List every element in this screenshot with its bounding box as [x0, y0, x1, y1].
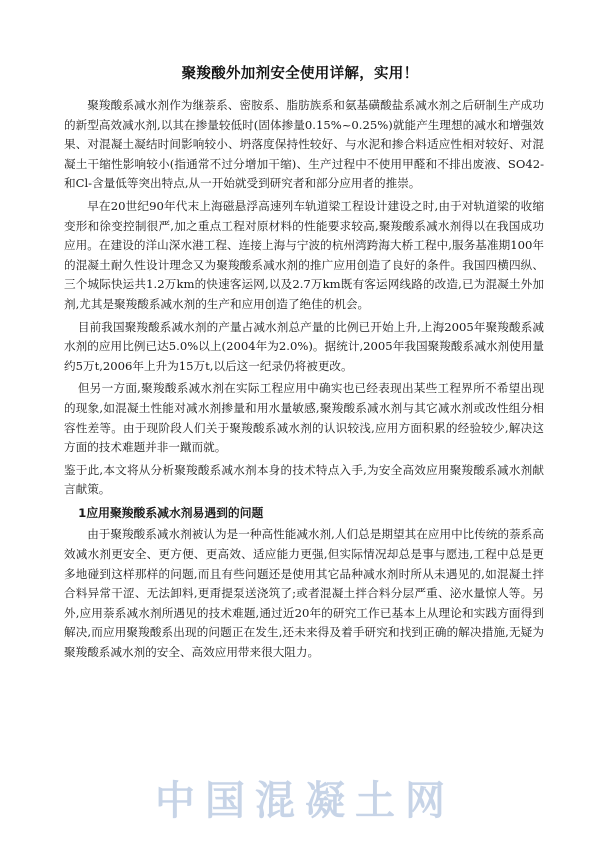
- article-body: [64, 96, 544, 666]
- watermark-text: 中国混凝土网: [155, 778, 455, 820]
- watermark-logo: [140, 776, 470, 820]
- paragraph-statistics: 目前我国聚羧酸系减水剂的产量占减水剂总产量的比例已开始上升,上海2005年聚羧酸系减水剂的应用比例已达5.0%以上(2004年为2.0%)。据统计,2005年我国聚羧酸系减水剂使用量约5万t,2006年上升为15万t,以后这一纪录仍将被更改。: [64, 319, 544, 373]
- paragraph-history: 早在20世纪90年代末上海磁悬浮高速列车轨道梁工程设计建设之时,由于对轨道梁的收缩变形和徐变控制很严,加之重点工程对原材料的性能要求较高,聚羧酸系减水剂得以在我国成功应用。在建设的洋山深水港工程、连接上海与宁波的杭州湾跨海大桥工程中,服务基准期100年的混凝土耐久性设计理念又为聚羧酸系减水剂的推广应用创造了良好的条件。我国四横四纵、三个城际快运共1.2万km的快速客运网,以及2.7万km既有客运网线路的改造,已为混凝土外加剂,尤其是聚羧酸系减水剂的生产和应用创造了绝佳的机会。: [64, 198, 544, 311]
- page-title: 聚羧酸外加剂安全使用详解，实用！: [181, 66, 419, 82]
- section-heading: 1应用聚羧酸系减水剂易遇到的问题: [78, 505, 264, 520]
- paragraph-purpose: 鉴于此,本文将从分析聚羧酸系减水剂本身的技术特点入手,为安全高效应用聚羧酸系减水剂献言献策。: [64, 462, 544, 497]
- paragraph-problems: 但另一方面,聚羧酸系减水剂在实际工程应用中确实也已经表现出某些工程界所不希望出现的现象,如混凝土性能对减水剂掺量和用水量敏感,聚羧酸系减水剂与其它减水剂或改性组分相容性差等。由于现阶段人们关于聚羧酸系减水剂的认识较浅,应用方面积累的经验较少,解决这方面的技术难题并非一蹴而就。: [64, 381, 544, 455]
- paragraph-section1: 由于聚羧酸系减水剂被认为是一种高性能减水剂,人们总是期望其在应用中比传统的萘系高效减水剂更安全、更方便、更高效、适应能力更强,但实际情况却总是事与愿违,工程中总是更多地碰到这样那样的问题,而且有些问题还是使用其它品种减水剂时所从未遇见的,如混凝土拌合料异常干涩、无法卸料,更甭提泵送浇筑了;或者混凝土拌合料分层严重、泌水量惊人等。另外,应用萘系减水剂所遇见的技术难题,通过近20年的研究工作已基本上从理论和实践方面得到解决,而应用聚羧酸系出现的问题正在发生,还未来得及着手研究和找到正确的解决措施,无疑为聚羧酸系减水剂的安全、高效应用带来很大阻力。: [64, 527, 544, 660]
- paragraph-intro: 聚羧酸系减水剂作为继萘系、密胺系、脂肪族系和氨基磺酸盐系减水剂之后研制生产成功的新型高效减水剂,以其在掺量较低时(固体掺量0.15%~0.25%)就能产生理想的减水和增强效果、对混凝土凝结时间影响较小、坍落度保持性较好、与水泥和掺合料适应性相对较好、对混凝土干缩性影响较小(指通常不过分增加干缩)、生产过程中不使用甲醛和不排出废液、SO42-和Cl-含量低等突出特点,从一开始就受到研究者和部分应用者的推崇。: [64, 98, 544, 191]
